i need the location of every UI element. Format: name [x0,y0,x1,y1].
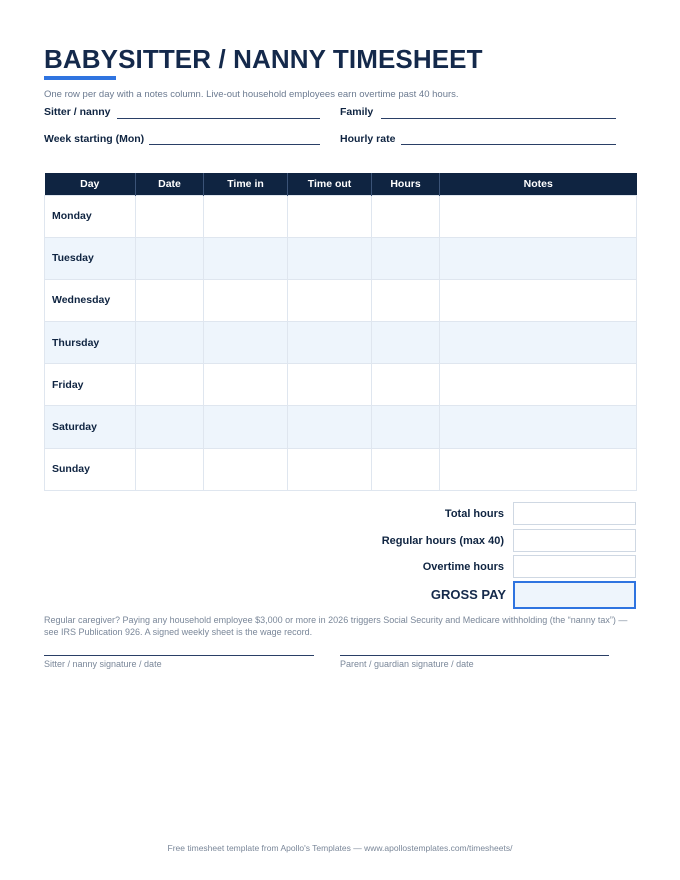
day-cell: Sunday [45,448,136,490]
page-subtitle: One row per day with a notes column. Live-out household employees earn overtime past 40 hours. [44,89,459,100]
total-hours-label: Total hours [444,508,504,520]
time-out-cell[interactable] [288,364,372,406]
date-cell[interactable] [136,195,204,237]
timesheet-table [44,173,637,491]
time-out-cell[interactable] [288,406,372,448]
time-out-cell[interactable] [288,279,372,321]
regular-hours-label: Regular hours (max 40) [381,535,504,547]
notes-cell[interactable] [440,364,637,406]
column-header-date: Date [136,173,204,195]
hours-cell[interactable] [372,364,440,406]
date-cell[interactable] [136,406,204,448]
family-label: Family [340,106,374,118]
time-out-cell[interactable] [288,322,372,364]
time-in-cell[interactable] [204,195,288,237]
table-row [45,237,637,279]
time-in-cell[interactable] [204,322,288,364]
parent-signature-line[interactable] [340,655,609,656]
week-starting-input-line[interactable] [149,144,320,145]
title-accent-bar [44,76,116,80]
time-in-cell[interactable] [204,406,288,448]
hours-cell[interactable] [372,448,440,490]
time-out-cell[interactable] [288,448,372,490]
date-cell[interactable] [136,448,204,490]
table-row [45,364,637,406]
gross-pay-box[interactable] [513,581,636,609]
day-cell: Wednesday [45,279,136,321]
overtime-hours-label: Overtime hours [422,561,504,573]
time-in-cell[interactable] [204,279,288,321]
notes-cell[interactable] [440,279,637,321]
hourly-rate-label: Hourly rate [340,133,396,145]
family-input-line[interactable] [381,118,616,119]
column-header-hours: Hours [372,173,440,195]
week-starting-label: Week starting (Mon) [44,133,145,145]
table-row [45,322,637,364]
day-cell: Thursday [45,322,136,364]
day-cell: Saturday [45,406,136,448]
date-cell[interactable] [136,279,204,321]
notes-cell[interactable] [440,237,637,279]
notes-cell[interactable] [440,322,637,364]
total-hours-box[interactable] [513,502,636,525]
sitter-signature-line[interactable] [44,655,314,656]
sitter-signature-label: Sitter / nanny signature / date [44,659,162,669]
time-in-cell[interactable] [204,364,288,406]
hours-cell[interactable] [372,322,440,364]
notes-cell[interactable] [440,448,637,490]
day-cell: Tuesday [45,237,136,279]
table-row [45,195,637,237]
footer-credit: Free timesheet template from Apollo's Templates — www.apollostemplates.com/timesheets/ [167,843,513,853]
hours-cell[interactable] [372,237,440,279]
table-row [45,448,637,490]
hourly-rate-input-line[interactable] [401,144,616,145]
hours-cell[interactable] [372,406,440,448]
column-header-notes: Notes [440,173,637,195]
overtime-hours-box[interactable] [513,555,636,578]
date-cell[interactable] [136,364,204,406]
nanny-tax-note: Regular caregiver? Paying any household employee $3,000 or more in 2026 triggers Social Security and Medicare withholding (the “nanny tax”) — see IRS Publication 926. A signed weekly sheet is the wage record. [44,615,628,637]
day-cell: Friday [45,364,136,406]
column-header-time-in: Time in [204,173,288,195]
parent-signature-label: Parent / guardian signature / date [340,659,474,669]
sitter-input-line[interactable] [117,118,320,119]
notes-cell[interactable] [440,406,637,448]
table-row [45,279,637,321]
page-title: BABYSITTER / NANNY TIMESHEET [44,44,483,74]
time-in-cell[interactable] [204,237,288,279]
sitter-label: Sitter / nanny [44,106,111,118]
time-out-cell[interactable] [288,195,372,237]
table-header-row [45,173,637,195]
notes-cell[interactable] [440,195,637,237]
time-in-cell[interactable] [204,448,288,490]
hours-cell[interactable] [372,279,440,321]
date-cell[interactable] [136,322,204,364]
gross-pay-label: GROSS PAY [430,587,506,602]
time-out-cell[interactable] [288,237,372,279]
hours-cell[interactable] [372,195,440,237]
day-cell: Monday [45,195,136,237]
regular-hours-box[interactable] [513,529,636,552]
table-row [45,406,637,448]
date-cell[interactable] [136,237,204,279]
column-header-day: Day [45,173,136,195]
column-header-time-out: Time out [288,173,372,195]
